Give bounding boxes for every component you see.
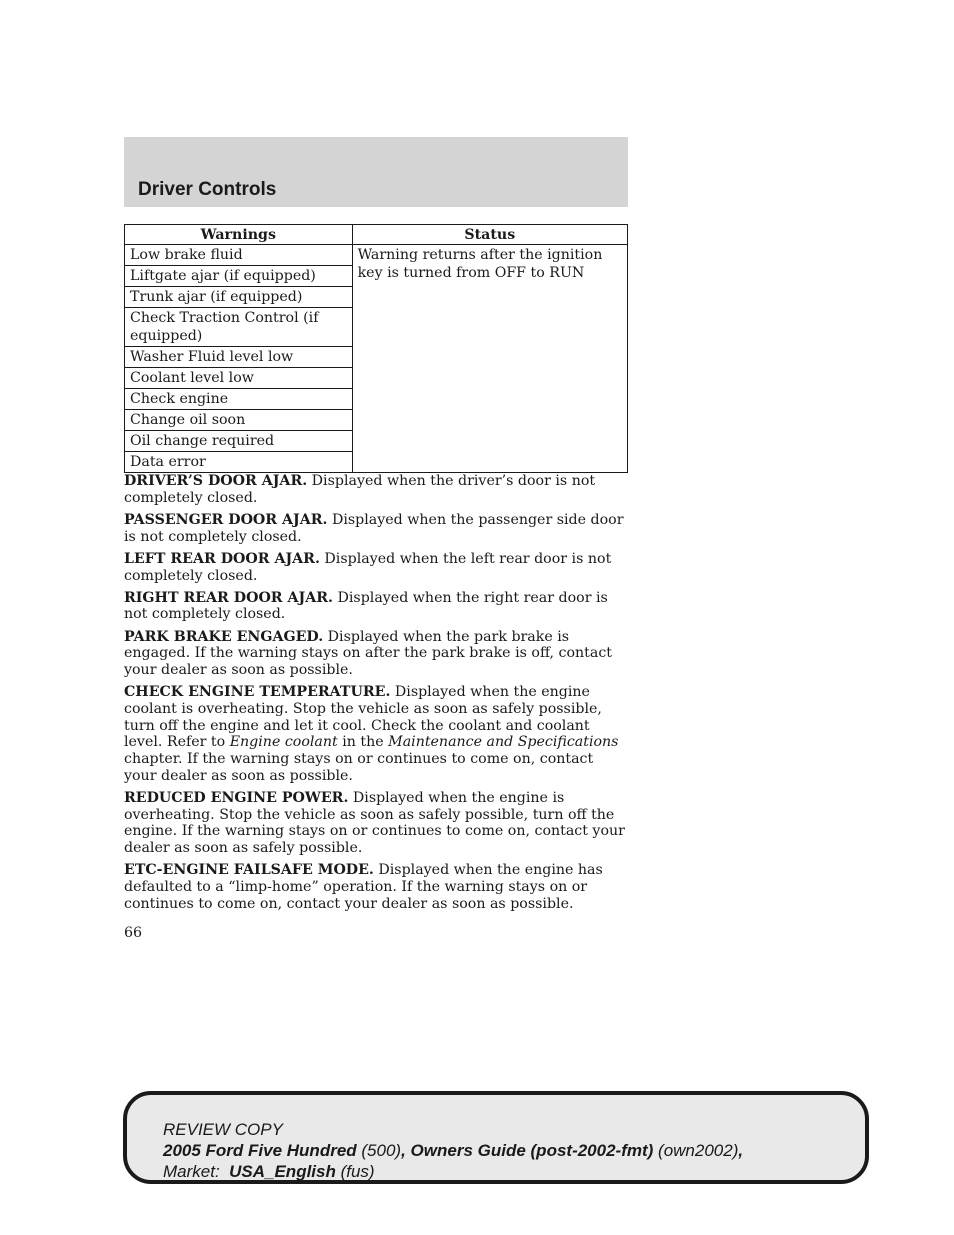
paragraph-left-rear-door-ajar (124, 551, 628, 584)
paragraph-text: chapter. If the warning stays on or continues to come on, contact your dealer as soon as possible. (124, 751, 594, 784)
footer-market-label: Market: (163, 1162, 230, 1181)
footer-separator: , (401, 1141, 411, 1160)
warning-cell: Low brake fluid (125, 245, 353, 266)
footer-line-market (163, 1161, 743, 1182)
paragraph-text: Displayed when the engine is overheating. Stop the vehicle as soon as safely possible, turn off the engine. If the warning stays on or continues to come on, contact your dealer as soon as safely possible. (124, 789, 625, 857)
body-text (124, 473, 628, 918)
paragraph-text: Displayed when the engine coolant is overheating. Stop the vehicle as soon as safely possible, turn off the engine and let it cool. Check the coolant and coolant level. Refer to (124, 684, 602, 751)
footer-separator: , (738, 1141, 744, 1160)
paragraph-text: Displayed when the driver’s door is not completely closed. (124, 473, 596, 506)
paragraph-term: CHECK ENGINE TEMPERATURE. (124, 684, 391, 701)
status-cell: Warning returns after the ignition key is turned from OFF to RUN (352, 245, 627, 473)
paragraph-passenger-door-ajar (124, 512, 628, 545)
paragraph-term: PASSENGER DOOR AJAR. (124, 511, 328, 528)
paragraph-text: Displayed when the left rear door is not completely closed. (124, 550, 612, 584)
reference-engine-coolant: Engine coolant (229, 734, 338, 751)
warning-cell: Change oil soon (125, 410, 353, 431)
paragraph-text: Displayed when the right rear door is not completely closed. (124, 589, 608, 623)
footer-guide-code: (own2002) (653, 1141, 739, 1160)
warning-cell: Oil change required (125, 431, 353, 452)
warning-cell: Check Traction Control (if equipped) (125, 308, 353, 347)
section-header-band (124, 137, 628, 207)
paragraph-term: LEFT REAR DOOR AJAR. (124, 550, 320, 567)
table-row (125, 245, 628, 266)
warnings-table (124, 224, 628, 473)
warning-cell: Data error (125, 452, 353, 473)
paragraph-text: Displayed when the engine has defaulted to a “limp-home” operation. If the warning stays on or continues to come on, contact your dealer as soon as possible. (124, 862, 603, 912)
footer-model-code: (500) (356, 1141, 402, 1160)
footer-line-model (163, 1140, 743, 1161)
paragraph-term: REDUCED ENGINE POWER. (124, 789, 349, 806)
paragraph-term: RIGHT REAR DOOR AJAR. (124, 589, 333, 606)
paragraph-term: DRIVER’S DOOR AJAR. (124, 473, 308, 489)
warning-cell: Liftgate ajar (if equipped) (125, 266, 353, 287)
paragraph-park-brake-engaged (124, 629, 628, 679)
paragraph-right-rear-door-ajar (124, 590, 628, 623)
table-header-row (125, 225, 628, 245)
paragraph-reduced-engine-power (124, 790, 628, 857)
paragraph-check-engine-temperature (124, 684, 628, 784)
paragraph-etc-engine-failsafe-mode (124, 862, 628, 912)
review-copy-label: REVIEW COPY (163, 1120, 283, 1139)
warning-cell: Check engine (125, 389, 353, 410)
column-header-status: Status (352, 225, 627, 245)
footer-market: USA_English (229, 1162, 336, 1181)
paragraph-drivers-door-ajar (124, 473, 628, 506)
footer-model: 2005 Ford Five Hundred (163, 1141, 357, 1160)
footer-guide: Owners Guide (post-2002-fmt) (410, 1141, 654, 1160)
footer-text (163, 1119, 743, 1182)
column-header-warnings: Warnings (125, 225, 353, 245)
warning-cell: Coolant level low (125, 368, 353, 389)
warning-cell: Washer Fluid level low (125, 347, 353, 368)
paragraph-term: ETC-ENGINE FAILSAFE MODE. (124, 862, 374, 879)
paragraph-text: Displayed when the passenger side door is not completely closed. (124, 511, 624, 545)
page-number: 66 (124, 925, 143, 941)
paragraph-text: in the (337, 734, 389, 751)
reference-maintenance-chapter: Maintenance and Specifications (388, 734, 619, 751)
review-copy-footer (123, 1091, 869, 1184)
section-title: Driver Controls (138, 179, 277, 200)
warning-cell: Trunk ajar (if equipped) (125, 287, 353, 308)
footer-market-code: (fus) (335, 1162, 375, 1181)
paragraph-text: Displayed when the park brake is engaged. If the warning stays on after the park brake is off, contact your dealer as soon as possible. (124, 628, 612, 679)
paragraph-term: PARK BRAKE ENGAGED. (124, 628, 324, 645)
